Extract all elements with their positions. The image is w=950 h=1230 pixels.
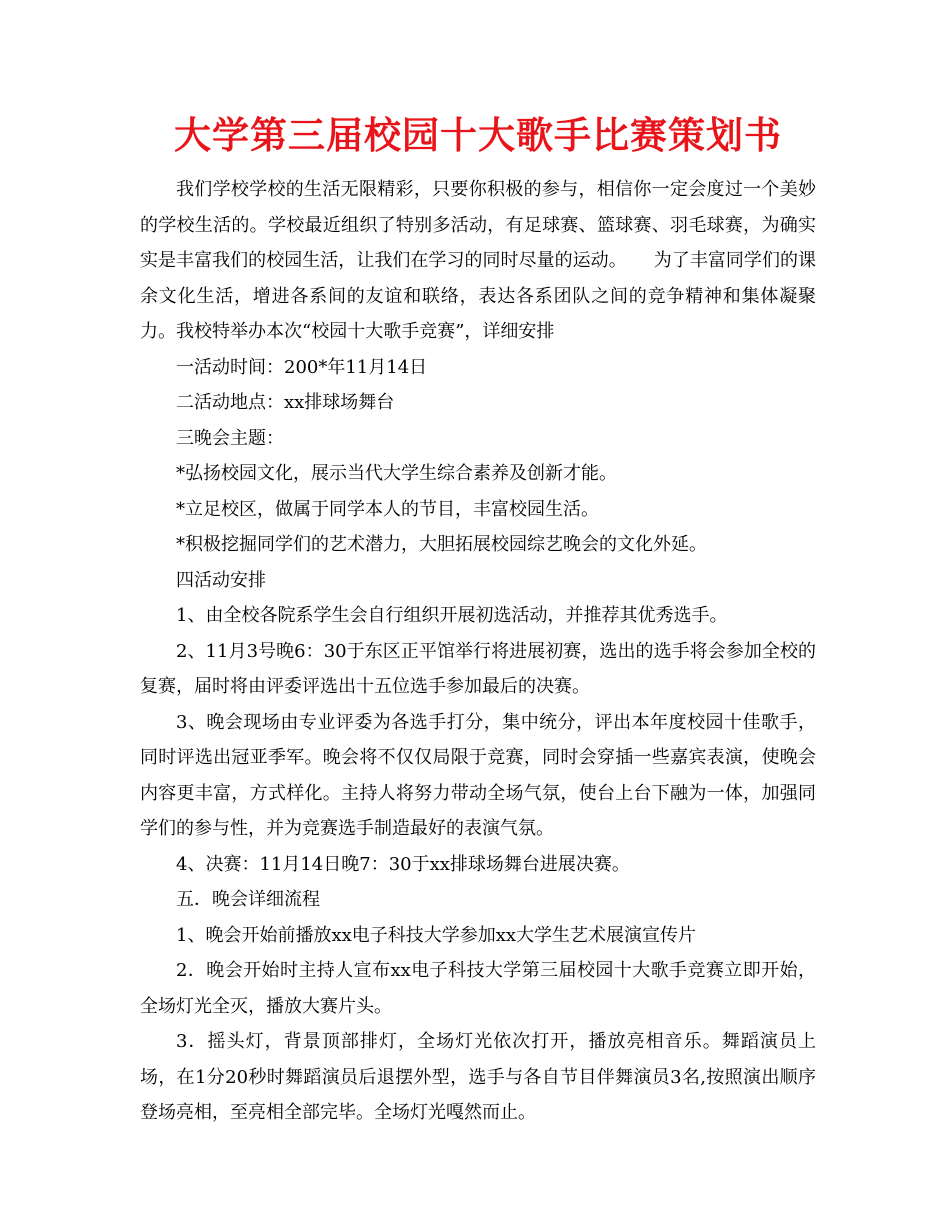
document-title: 大学第三届校园十大歌手比赛策划书 (174, 114, 782, 157)
paragraph-flow-3: 3．摇头灯，背景顶部排灯，全场灯光依次打开，播放亮相音乐。舞蹈演员上场，在1分20秒时舞蹈演员后退摆外型，选手与各自节目伴舞演员3名,按照演出顺序登场亮相，至亮相全部完毕。全场灯光嘎然而止。 (140, 1031, 816, 1123)
document-body (140, 172, 816, 1131)
paragraph-theme-heading: 三晚会主题： (176, 427, 284, 449)
paragraph-intro: 我们学校学校的生活无限精彩，只要你积极的参与，相信你一定会度过一个美妙的学校生活的。学校最近组织了特别多活动，有足球赛、篮球赛、羽毛球赛，为确实实是丰富我们的校园生活，让我们在学习的同时尽量的运动。 为了丰富同学们的课余文化生活，增进各系间的友谊和联络，表达各系团队之间的竞争精神和集体凝聚力。我校特举办本次“校园十大歌手竞赛”，详细安排 (140, 179, 816, 342)
document-page (140, 108, 816, 1131)
paragraph-theme-item-3: *积极挖掘同学们的艺术潜力，大胆拓展校园综艺晚会的文化外延。 (176, 534, 707, 555)
paragraph-flow-heading: 五．晚会详细流程 (176, 889, 320, 910)
paragraph-time: 一活动时间：200*年11月14日 (176, 356, 428, 378)
paragraph-flow-1: 1、晚会开始前播放xx电子科技大学参加xx大学生艺术展演宣传片 (176, 924, 697, 946)
paragraph-arrangement-2: 2、11月3号晚6：30于东区正平馆举行将进展初赛，选出的选手将会参加全校的复赛，届时将由评委评选出十五位选手参加最后的决赛。 (140, 640, 816, 697)
paragraph-arrangement-1: 1、由全校各院系学生会自行组织开展初选活动，并推荐其优秀选手。 (176, 605, 728, 626)
paragraph-flow-2: 2．晚会开始时主持人宣布xx电子科技大学第三届校园十大歌手竞赛立即开始，全场灯光全灭，播放大赛片头。 (140, 960, 816, 1017)
paragraph-arrangement-3: 3、晚会现场由专业评委为各选手打分，集中统分，评出本年度校园十佳歌手，同时评选出冠亚季军。晚会将不仅仅局限于竞赛，同时会穿插一些嘉宾表演，使晚会内容更丰富，方式样化。主持人将努力带动全场气氛，使台上台下融为一体，加强同学们的参与性，并为竞赛选手制造最好的表演气氛。 (140, 711, 816, 839)
paragraph-arrangement-heading: 四活动安排 (176, 569, 266, 591)
paragraph-theme-item-1: *弘扬校园文化，展示当代大学生综合素养及创新才能。 (176, 463, 617, 484)
paragraph-location: 二活动地点：xx排球场舞台 (176, 392, 395, 413)
paragraph-arrangement-4: 4、决赛：11月14日晚7：30于xx排球场舞台进展决赛。 (176, 853, 630, 875)
paragraph-theme-item-2: *立足校区，做属于同学本人的节目，丰富校园生活。 (176, 498, 599, 520)
